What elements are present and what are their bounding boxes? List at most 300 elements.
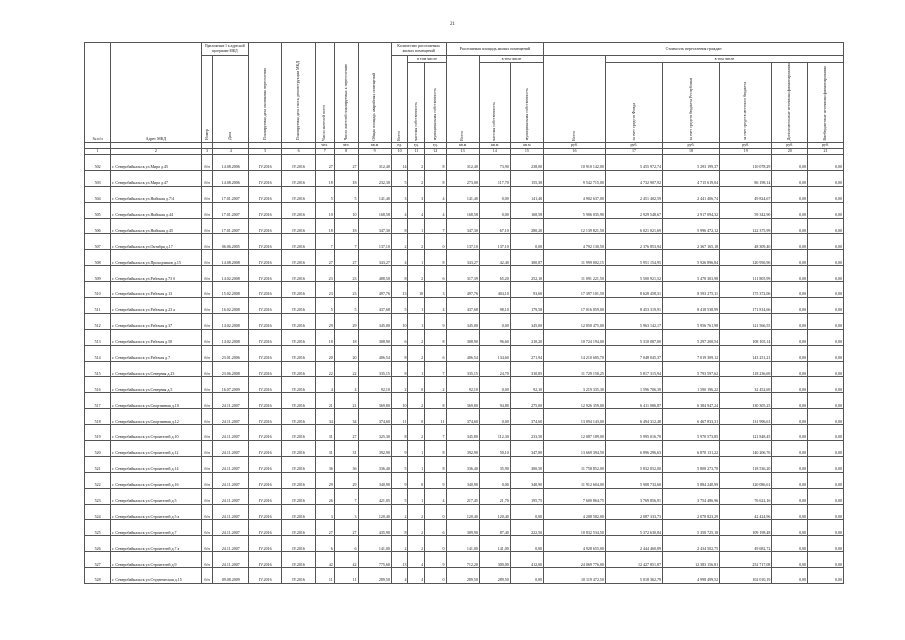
value-cell: 49 682,72 — [720, 536, 772, 552]
value-cell: 13 669 394,50 — [544, 441, 606, 457]
info-cell: б/н — [201, 234, 213, 250]
address-cell: г. Северобайкальск ул.Строителей д.7 — [111, 520, 201, 536]
value-cell: 94,80 — [479, 393, 510, 409]
value-cell: 141,40 — [510, 186, 543, 202]
value-cell: 0,00 — [772, 266, 808, 282]
info-cell: IV.2016 — [282, 425, 315, 441]
value-cell: 5 808 273,70 — [662, 456, 719, 472]
header-cost-all: Всего — [544, 56, 606, 143]
value-cell: 121 848,45 — [720, 425, 772, 441]
value-cell: 2 376 853,94 — [605, 234, 662, 250]
row-number-cell: 503 — [85, 170, 111, 186]
value-cell: 273,00 — [446, 170, 479, 186]
value-cell: 4 — [391, 202, 408, 218]
value-cell: 6 467 833,31 — [662, 409, 719, 425]
value-cell: 12 926 359,00 — [544, 393, 606, 409]
info-cell: б/н — [201, 282, 213, 298]
value-cell: 22 — [315, 361, 334, 377]
address-cell: г. Северобайкальск ул.Рабочая д.13 — [111, 282, 201, 298]
info-cell: IV.2016 — [249, 297, 282, 313]
value-cell: 392,90 — [358, 441, 391, 457]
value-cell: 67,10 — [479, 218, 510, 234]
value-cell: 392,90 — [446, 441, 479, 457]
unit-cell: руб. — [662, 142, 719, 148]
value-cell: 5 — [391, 456, 408, 472]
value-cell: 369,80 — [446, 393, 479, 409]
value-cell: 4 — [408, 202, 425, 218]
value-cell: 345,80 — [446, 425, 479, 441]
value-cell: 0,00 — [510, 568, 543, 584]
row-number-cell: 505 — [85, 202, 111, 218]
value-cell: 168,58 — [358, 202, 391, 218]
value-cell: 2 — [408, 345, 425, 361]
info-cell: IV.2016 — [249, 345, 282, 361]
header-area-including: в том числе — [479, 56, 543, 63]
table-body — [85, 154, 844, 583]
value-cell: 5 995 016,70 — [605, 425, 662, 441]
value-cell: 1 — [408, 441, 425, 457]
header-area-municipal: муниципальная собственность — [510, 63, 543, 143]
row-number-cell: 521 — [85, 456, 111, 472]
value-cell: 93,60 — [510, 282, 543, 298]
info-cell: IV.2016 — [282, 313, 315, 329]
header-cost-extra: Дополнительные источники финансирования — [772, 63, 808, 143]
address-cell: г. Северобайкальск ул.Строителей д.9 — [111, 552, 201, 568]
value-cell: 31 — [315, 425, 334, 441]
value-cell: 27 — [315, 154, 334, 170]
info-cell: IV.2016 — [249, 568, 282, 584]
info-cell: б/н — [201, 393, 213, 409]
info-cell: б/н — [201, 441, 213, 457]
table-row — [85, 234, 844, 250]
value-cell: 374,60 — [446, 409, 479, 425]
value-cell: 118 536,20 — [720, 456, 772, 472]
value-cell: 29 — [315, 472, 334, 488]
value-cell: 0,00 — [808, 441, 844, 457]
value-cell: 168,58 — [510, 202, 543, 218]
value-cell: 2 — [408, 536, 425, 552]
value-cell: 4 — [425, 186, 446, 202]
value-cell: 2 078 823,29 — [662, 504, 719, 520]
value-cell: 42 424,96 — [720, 504, 772, 520]
value-cell: 0 — [425, 504, 446, 520]
info-cell: б/н — [201, 456, 213, 472]
value-cell: 10 — [315, 202, 334, 218]
value-cell: 300,50 — [510, 456, 543, 472]
info-cell: IV.2016 — [249, 218, 282, 234]
info-cell: IV.2016 — [282, 441, 315, 457]
info-cell: б/н — [201, 345, 213, 361]
value-cell: 0 — [408, 409, 425, 425]
info-cell: б/н — [201, 154, 213, 170]
value-cell: 0,00 — [772, 488, 808, 504]
info-cell: IV.2016 — [282, 250, 315, 266]
value-cell: 369,80 — [358, 393, 391, 409]
value-cell: 0,00 — [808, 202, 844, 218]
value-cell: 42,40 — [479, 250, 510, 266]
value-cell: 5 832 052,00 — [605, 456, 662, 472]
info-cell: 23.01.2006 — [213, 345, 249, 361]
address-cell: г. Северобайкальск ул.Спортивная д.10 — [111, 393, 201, 409]
column-number-cell: 13 — [446, 148, 479, 154]
value-cell: 0,00 — [808, 218, 844, 234]
info-cell: 14.08.2006 — [213, 170, 249, 186]
column-number-cell: 11 — [408, 148, 425, 154]
value-cell: 7 600 864,75 — [544, 488, 606, 504]
value-cell: 4 — [408, 552, 425, 568]
value-cell: 8 — [425, 441, 446, 457]
value-cell: 4 — [334, 377, 358, 393]
value-cell: 217,45 — [446, 488, 479, 504]
column-number-cell: 7 — [315, 148, 334, 154]
table-row — [85, 520, 844, 536]
value-cell: 0,00 — [772, 472, 808, 488]
value-cell: 1 — [408, 456, 425, 472]
row-number-cell: 528 — [85, 568, 111, 584]
page-number: 21 — [450, 22, 455, 27]
column-number-cell: 15 — [510, 148, 543, 154]
info-cell: IV.2016 — [282, 345, 315, 361]
value-cell: 141,00 — [479, 536, 510, 552]
value-cell: 0,00 — [479, 377, 510, 393]
value-cell: 5 926 896,84 — [662, 250, 719, 266]
value-cell: 289,50 — [446, 568, 479, 584]
value-cell: 0,00 — [479, 202, 510, 218]
value-cell: 2 929 548,67 — [605, 202, 662, 218]
value-cell: 1 — [408, 218, 425, 234]
info-cell: IV.2016 — [282, 297, 315, 313]
value-cell: 5 297 200,54 — [662, 329, 719, 345]
value-cell: 27 — [334, 425, 358, 441]
value-cell: 12 139 821,50 — [544, 218, 606, 234]
info-cell: 14.08.2008 — [213, 250, 249, 266]
value-cell: 131 996,61 — [720, 409, 772, 425]
value-cell: 29 — [334, 472, 358, 488]
value-cell: 23 — [334, 282, 358, 298]
info-cell: IV.2016 — [282, 266, 315, 282]
value-cell: 4 902 637,00 — [544, 186, 606, 202]
value-cell: 120,40 — [446, 504, 479, 520]
value-cell: 0,00 — [479, 409, 510, 425]
address-cell: г. Северобайкальск ул.Северная д.5 — [111, 377, 201, 393]
value-cell: 345,00 — [358, 313, 391, 329]
value-cell: 0 — [408, 472, 425, 488]
value-cell: 42 — [334, 552, 358, 568]
value-cell: 3 — [334, 504, 358, 520]
value-cell: 18 — [334, 170, 358, 186]
header-area-private: частная собственность — [479, 63, 510, 143]
value-cell: 4 — [425, 202, 446, 218]
info-cell: IV.2016 — [282, 282, 315, 298]
value-cell: 121 566,55 — [720, 313, 772, 329]
value-cell: 2 — [391, 504, 408, 520]
value-cell: 289,50 — [479, 568, 510, 584]
value-cell: 4 — [408, 568, 425, 584]
value-cell: 22 — [334, 361, 358, 377]
address-cell: г. Северобайкальск ул.Рабочая д.23 а — [111, 297, 201, 313]
value-cell: 0,00 — [772, 409, 808, 425]
value-cell: 2 — [408, 504, 425, 520]
value-cell: 2 — [408, 154, 425, 170]
value-cell: 2 — [408, 425, 425, 441]
info-cell: 24.11.2007 — [213, 536, 249, 552]
value-cell: 8 — [425, 250, 446, 266]
value-cell: 27 — [334, 250, 358, 266]
header-rooms-including: в том числе — [408, 56, 446, 63]
info-cell: б/н — [201, 409, 213, 425]
value-cell: 24 069 776,00 — [544, 552, 606, 568]
value-cell: 141,00 — [358, 536, 391, 552]
table-row — [85, 552, 844, 568]
value-cell: 0,00 — [772, 154, 808, 170]
value-cell: 300,00 — [479, 552, 510, 568]
info-cell: IV.2016 — [282, 329, 315, 345]
value-cell: 0,00 — [772, 186, 808, 202]
value-cell: 2 — [408, 393, 425, 409]
value-cell: 0,00 — [479, 186, 510, 202]
value-cell: 374,60 — [510, 409, 543, 425]
value-cell: 18 — [315, 329, 334, 345]
value-cell: 14 210 605,70 — [544, 345, 606, 361]
value-cell: 0,00 — [772, 282, 808, 298]
address-cell: г. Северобайкальск ул.Строителей д.5 — [111, 488, 201, 504]
value-cell: 0,00 — [808, 154, 844, 170]
value-cell: 11 999 002,15 — [544, 250, 606, 266]
info-cell: б/н — [201, 552, 213, 568]
value-cell: 0,00 — [772, 377, 808, 393]
value-cell: 11 729 150,25 — [544, 361, 606, 377]
value-cell: 20 — [315, 345, 334, 361]
column-number-cell: 21 — [808, 148, 844, 154]
value-cell: 0,00 — [510, 504, 543, 520]
value-cell: 5 — [315, 297, 334, 313]
unit-cell: руб. — [544, 142, 606, 148]
value-cell: 141,40 — [358, 186, 391, 202]
value-cell: 5 — [391, 488, 408, 504]
value-cell: 10 — [334, 202, 358, 218]
value-cell: 23 — [334, 266, 358, 282]
value-cell: 4 — [425, 297, 446, 313]
value-cell: 2 917 094,32 — [662, 202, 719, 218]
value-cell: 437,68 — [446, 297, 479, 313]
value-cell: 6 870 131,22 — [662, 441, 719, 457]
value-cell: 29 — [315, 313, 334, 329]
header-area-all: Всего — [446, 56, 479, 143]
value-cell: 109 198,48 — [720, 520, 772, 536]
value-cell: 32 452,69 — [720, 377, 772, 393]
value-cell: 488,50 — [358, 266, 391, 282]
value-cell: 11 — [425, 409, 446, 425]
info-cell: IV.2016 — [282, 456, 315, 472]
value-cell: 5 350 725,18 — [662, 520, 719, 536]
value-cell: 1 — [408, 488, 425, 504]
header-demolition-date: Планируемая дата сноса, реконструкции МКД — [282, 43, 315, 143]
value-cell: 312,40 — [446, 154, 479, 170]
value-cell: 2 — [408, 266, 425, 282]
header-cost-including: в том числе — [605, 56, 843, 63]
info-cell: IV.2016 — [249, 202, 282, 218]
value-cell: 4 715 619,04 — [662, 170, 719, 186]
info-cell: 24.11.2007 — [213, 472, 249, 488]
value-cell: 4 732 907,92 — [605, 170, 662, 186]
info-cell: 24.11.2007 — [213, 425, 249, 441]
column-number-cell: 12 — [425, 148, 446, 154]
table-row — [85, 536, 844, 552]
value-cell: 18 — [315, 218, 334, 234]
value-cell: 86 198,14 — [720, 170, 772, 186]
value-cell: 5 — [315, 186, 334, 202]
value-cell: 374,60 — [358, 409, 391, 425]
address-cell: г. Северобайкальск ул.Строителей д.14 — [111, 456, 201, 472]
info-cell: б/н — [201, 472, 213, 488]
value-cell: 31 — [334, 441, 358, 457]
info-cell: IV.2016 — [249, 393, 282, 409]
value-cell: 18 — [334, 329, 358, 345]
value-cell: 14 — [391, 154, 408, 170]
value-cell: 252,10 — [510, 266, 543, 282]
address-cell: г. Северобайкальск ул.Проходчиков д.15 — [111, 250, 201, 266]
value-cell: 7 — [334, 234, 358, 250]
info-cell: IV.2016 — [282, 409, 315, 425]
info-cell: 23.06.2008 — [213, 361, 249, 377]
value-cell: 8 — [425, 329, 446, 345]
header-cost-offbudget: Внебюджетные источники финансирования — [808, 63, 844, 143]
value-cell: 310,85 — [510, 361, 543, 377]
value-cell: 2 — [408, 234, 425, 250]
value-cell: 29 — [334, 313, 358, 329]
address-cell: г. Северобайкальск ул.Нийская д.44 — [111, 202, 201, 218]
info-cell: 24.11.2007 — [213, 409, 249, 425]
value-cell: 0,00 — [772, 536, 808, 552]
info-cell: IV.2016 — [282, 488, 315, 504]
value-cell: 8 — [425, 393, 446, 409]
value-cell: 21,70 — [479, 488, 510, 504]
info-cell: 17.01.2007 — [213, 218, 249, 234]
value-cell: 50,10 — [479, 441, 510, 457]
value-cell: 96,60 — [479, 329, 510, 345]
value-cell: 2 451 402,59 — [605, 186, 662, 202]
value-cell: 140 206,76 — [720, 441, 772, 457]
value-cell: 309,90 — [446, 520, 479, 536]
value-cell: 0,00 — [808, 472, 844, 488]
value-cell: 3 754 486,96 — [662, 488, 719, 504]
value-cell: 5 908 733,60 — [605, 472, 662, 488]
value-cell: 252 717,08 — [720, 552, 772, 568]
value-cell: 347,30 — [446, 218, 479, 234]
value-cell: 9 — [391, 472, 408, 488]
value-cell: 712,20 — [446, 552, 479, 568]
info-cell: IV.2016 — [282, 377, 315, 393]
value-cell: 0,00 — [772, 361, 808, 377]
info-cell: 09.08.2009 — [213, 568, 249, 584]
value-cell: 775,60 — [358, 552, 391, 568]
value-cell: 13 094 143,00 — [544, 409, 606, 425]
value-cell: 23 — [315, 282, 334, 298]
value-cell: 6 384 947,24 — [662, 393, 719, 409]
value-cell: 6 — [391, 329, 408, 345]
value-cell: 12 087 189,00 — [544, 425, 606, 441]
value-cell: 8 — [391, 361, 408, 377]
row-number-cell: 518 — [85, 409, 111, 425]
value-cell: 0,00 — [772, 520, 808, 536]
value-cell: 10 724 194,00 — [544, 329, 606, 345]
value-cell: 13 — [391, 552, 408, 568]
row-number-cell: 519 — [85, 425, 111, 441]
unit-cell: руб. — [605, 142, 662, 148]
column-number-cell: 4 — [213, 148, 249, 154]
address-cell: г. Северобайкальск ул.Строителей д.12 — [111, 441, 201, 457]
address-cell: г. Северобайкальск ул.Нийская д.7/4 — [111, 186, 201, 202]
address-cell: г. Северобайкальск ул.Строителей д.16 — [111, 472, 201, 488]
value-cell: 5 970 573,85 — [662, 425, 719, 441]
value-cell: 141,40 — [446, 186, 479, 202]
value-cell: 2 444 460,89 — [605, 536, 662, 552]
value-cell: 120,40 — [358, 504, 391, 520]
info-cell: IV.2016 — [249, 504, 282, 520]
info-cell: б/н — [201, 377, 213, 393]
table-row — [85, 266, 844, 282]
header-doc-number: Номер — [201, 56, 213, 143]
info-cell: IV.2016 — [282, 218, 315, 234]
row-number-cell: 524 — [85, 504, 111, 520]
value-cell: 5 500 921,52 — [605, 266, 662, 282]
column-number-cell: 14 — [479, 148, 510, 154]
value-cell: 0,00 — [808, 568, 844, 584]
unit-cell: чел. — [315, 142, 334, 148]
value-cell: 6 — [425, 345, 446, 361]
value-cell: 1 — [408, 361, 425, 377]
value-cell: 0,00 — [772, 504, 808, 520]
value-cell: 343,27 — [358, 250, 391, 266]
table-row — [85, 425, 844, 441]
value-cell: 335,15 — [446, 361, 479, 377]
value-cell: 5 — [334, 297, 358, 313]
value-cell: 98,10 — [479, 297, 510, 313]
column-number-cell: 16 — [544, 148, 606, 154]
row-number-cell: 523 — [85, 488, 111, 504]
value-cell: 347,80 — [510, 441, 543, 457]
value-cell: 111 805,99 — [720, 266, 772, 282]
value-cell: 5 963 142,17 — [605, 313, 662, 329]
row-number-cell: 510 — [85, 282, 111, 298]
value-cell: 59 342,90 — [720, 202, 772, 218]
value-cell: 9 — [425, 313, 446, 329]
info-cell: IV.2016 — [249, 266, 282, 282]
table-row — [85, 472, 844, 488]
value-cell: 4 — [315, 377, 334, 393]
value-cell: 0,00 — [808, 234, 844, 250]
value-cell: 10 — [391, 393, 408, 409]
value-cell: 27 — [334, 154, 358, 170]
table-row — [85, 154, 844, 170]
table-row — [85, 329, 844, 345]
value-cell: 0,00 — [772, 329, 808, 345]
value-cell: 3 — [391, 186, 408, 202]
value-cell: 2 434 502,75 — [662, 536, 719, 552]
value-cell: 497,76 — [446, 282, 479, 298]
value-cell: 222,50 — [510, 520, 543, 536]
table-row — [85, 282, 844, 298]
value-cell: 7 048 045,37 — [605, 345, 662, 361]
value-cell: 2 441 406,74 — [662, 186, 719, 202]
row-number-cell: 526 — [85, 536, 111, 552]
address-cell: г. Северобайкальск ул.Строителей д.5 а — [111, 504, 201, 520]
value-cell: 6 — [334, 536, 358, 552]
header-cost-fund: за счет средств Фонда — [605, 63, 662, 143]
table-row — [85, 361, 844, 377]
value-cell: 435,90 — [358, 520, 391, 536]
header-num: № п/п — [85, 43, 111, 143]
